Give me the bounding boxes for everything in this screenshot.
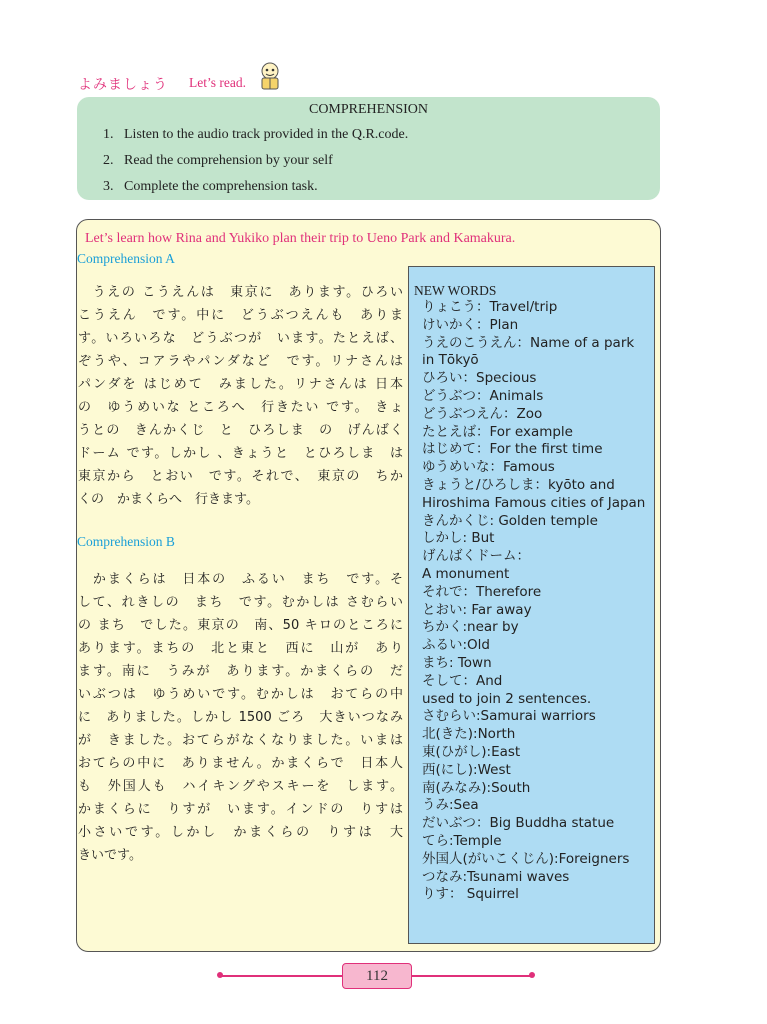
page-number: 112 bbox=[342, 963, 412, 989]
instruction-item: 2. Read the comprehension by your self bbox=[103, 153, 333, 168]
vocab-item: 北(きた):North bbox=[422, 726, 516, 743]
vocab-item: ひろい：Specious bbox=[422, 370, 537, 387]
passage-line: いぶつは ゆうめいです。むかしは おてらの中 bbox=[78, 687, 403, 702]
vocab-item: まち: Town bbox=[422, 654, 492, 671]
read-header bbox=[78, 62, 318, 92]
vocab-item: Hiroshima Famous cities of Japan bbox=[422, 494, 646, 511]
vocab-item: だいぶつ：Big Buddha statue bbox=[422, 815, 615, 832]
footer-rule-right bbox=[409, 975, 531, 977]
passage-line: かまくらに りすが います。インドの りすは bbox=[78, 802, 403, 817]
passage-line: ドーム です。しかし 、きょうと とひろしま は bbox=[78, 446, 403, 461]
vocab-item: うみ:Sea bbox=[422, 797, 479, 814]
new-words-panel bbox=[408, 266, 655, 944]
vocab-item: 東(ひがし):East bbox=[422, 743, 521, 760]
instruction-item: 1. Listen to the audio track provided in the Q.R.code. bbox=[103, 127, 409, 142]
passage-line: が きました。おてらがなくなりました。いまは bbox=[78, 733, 403, 748]
passage-line: あります。まちの 北と東と 西に 山が あり bbox=[78, 641, 403, 656]
vocab-item: in Tōkyō bbox=[422, 352, 479, 369]
vocab-item: さむらい:Samurai warriors bbox=[422, 708, 596, 725]
vocab-item: きょうと/ひろしま：kyōto and bbox=[422, 476, 615, 493]
comprehension-b-heading: Comprehension B bbox=[77, 534, 175, 549]
vocab-item: げんばくドーム： bbox=[422, 548, 530, 565]
instruction-item: 3. Complete the comprehension task. bbox=[103, 179, 318, 194]
comprehension-a-passage bbox=[78, 281, 403, 511]
vocab-item: used to join 2 sentences. bbox=[422, 690, 592, 707]
passage-line: うとの きんかくじ と ひろしま の げんばく bbox=[78, 423, 403, 438]
vocab-item: どうぶつ：Animals bbox=[422, 387, 544, 404]
vocab-item: うえのこうえん：Name of a park bbox=[422, 334, 635, 351]
reading-panel bbox=[76, 219, 661, 952]
reading-mascot-icon bbox=[258, 62, 282, 90]
passage-line: す。いろいろな どうぶつが います。たとえば、 bbox=[78, 331, 403, 346]
vocab-item: てら:Temple bbox=[422, 832, 502, 849]
passage-line: に ありました。しかし 1500 ごろ 大きいつなみ bbox=[78, 710, 403, 725]
vocab-item: りす： Squirrel bbox=[422, 886, 519, 903]
header-english: Let’s read. bbox=[189, 75, 246, 90]
vocab-item: どうぶつえん：Zoo bbox=[422, 405, 543, 422]
vocab-item: しかし: But bbox=[422, 530, 495, 547]
passage-line: ぞうや、コアラやパンダなど です。リナさんは bbox=[78, 354, 403, 369]
comprehension-a-heading: Comprehension A bbox=[77, 251, 175, 266]
instruction-list bbox=[103, 126, 408, 204]
passage-line: くの かまくらへ 行きます。 bbox=[78, 492, 259, 507]
vocab-item: たとえば：For example bbox=[422, 423, 573, 440]
vocab-item: とおい: Far away bbox=[422, 601, 532, 618]
passage-line: の まち でした。東京の 南、50 キロのところに bbox=[78, 618, 403, 633]
passage-line: 東京から とおい です。それで、 東京の ちか bbox=[78, 469, 403, 484]
passage-line: きいです。 bbox=[78, 848, 142, 863]
footer-dot-right bbox=[529, 972, 535, 978]
footer-rule-left bbox=[221, 975, 345, 977]
vocab-item: 西(にし):West bbox=[422, 761, 511, 778]
passage-line: の ゆうめいな ところへ 行きたい です。 きょ bbox=[78, 400, 403, 415]
vocab-item: つなみ:Tsunami waves bbox=[422, 868, 570, 885]
comprehension-title: COMPREHENSION bbox=[308, 102, 428, 117]
passage-line: ます。南に うみが あります。かまくらの だ bbox=[78, 664, 403, 679]
vocab-item: りょこう：Travel/trip bbox=[422, 299, 558, 315]
vocab-item: ちかく:near by bbox=[422, 619, 519, 636]
vocab-item: きんかくじ: Golden temple bbox=[422, 512, 598, 529]
vocab-item: けいかく：Plan bbox=[422, 316, 519, 333]
passage-line: かまくらは 日本の ふるい まち です。そ bbox=[78, 572, 403, 587]
vocab-item: A monument bbox=[422, 565, 510, 582]
page-footer bbox=[217, 962, 535, 990]
vocab-item: 南(みなみ):South bbox=[422, 779, 531, 796]
passage-line: 小さいです。しかし かまくらの りすは 大 bbox=[78, 825, 403, 840]
passage-line: おてらの中に ありません。かまくらで 日本人 bbox=[78, 756, 403, 771]
vocab-item: それで：Therefore bbox=[422, 583, 542, 600]
vocab-item: 外国人(がいこくじん):Foreigners bbox=[422, 850, 630, 867]
passage-line: うえの こうえんは 東京に あります。ひろい bbox=[78, 285, 403, 300]
vocab-item: そして：And bbox=[422, 672, 503, 689]
vocab-item: ゆうめいな：Famous bbox=[422, 459, 555, 476]
passage-line: パンダを はじめて みました。リナさんは 日本 bbox=[78, 377, 403, 392]
new-words-list bbox=[422, 299, 654, 904]
vocab-item: ふるい:Old bbox=[422, 637, 490, 654]
passage-line: こうえん です。中に どうぶつえんも ありま bbox=[78, 308, 403, 323]
passage-line: して、れきしの まち です。むかしは さむらい bbox=[78, 595, 403, 610]
vocab-item: はじめて：For the first time bbox=[422, 441, 603, 458]
passage-line: も 外国人も ハイキングやスキーを します。 bbox=[78, 779, 403, 794]
comprehension-instructions bbox=[77, 97, 660, 200]
intro-text: Let’s learn how Rina and Yukiko plan their trip to Ueno Park and Kamakura. bbox=[85, 231, 516, 246]
comprehension-b-passage bbox=[78, 568, 403, 867]
header-japanese: よみましょう bbox=[78, 77, 168, 93]
new-words-heading: NEW WORDS bbox=[414, 283, 497, 298]
